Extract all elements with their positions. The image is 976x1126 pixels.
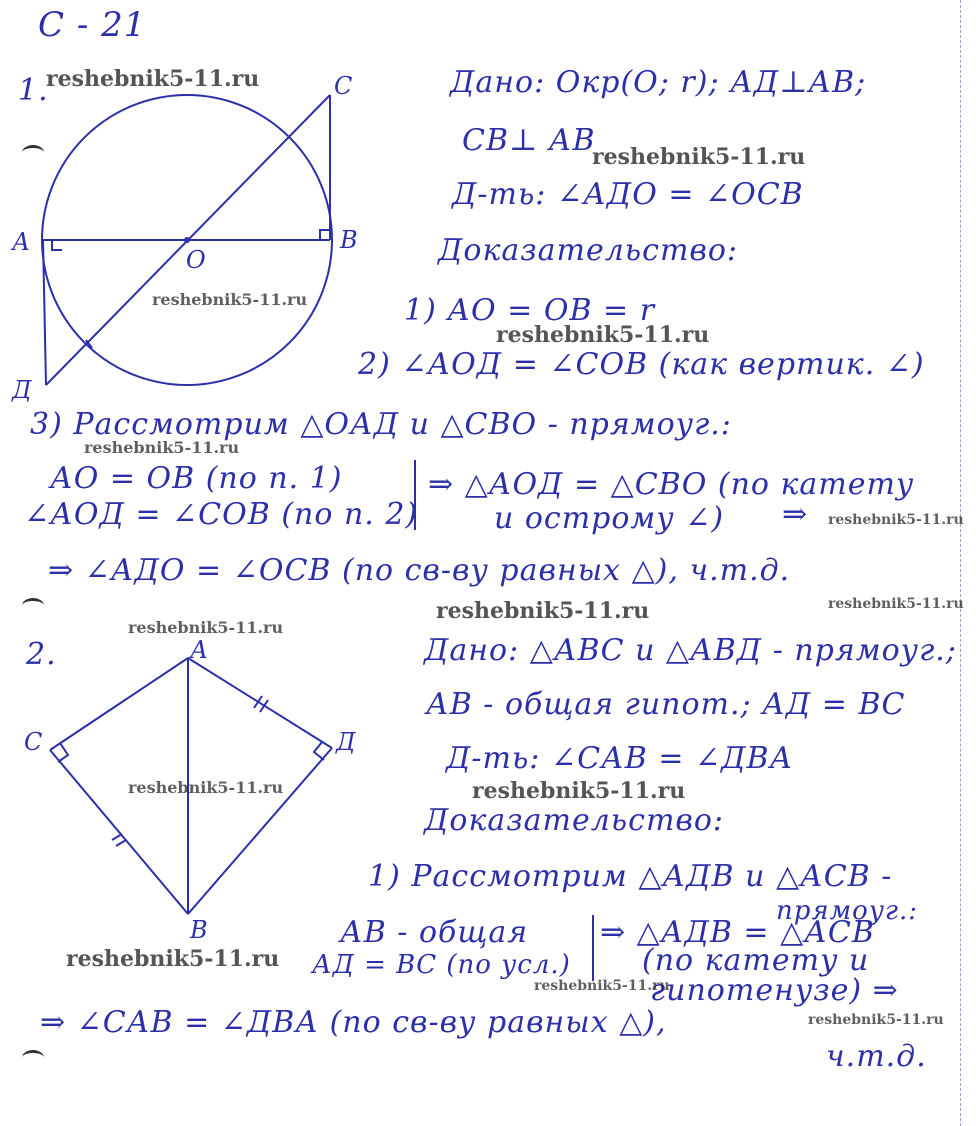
page-margin-line xyxy=(960,0,961,1126)
problem-1-given-line-2: СВ⊥ АВ xyxy=(462,123,596,158)
right-angle-mark-a xyxy=(52,240,62,250)
problem-2-diagram xyxy=(0,620,380,930)
binding-hole-mark xyxy=(22,598,44,613)
watermark: reshebnik5-11.ru xyxy=(152,290,308,309)
problem-1-fact-1: АО = ОВ (по п. 1) xyxy=(50,461,343,496)
problem-1-arrow: ⇒ xyxy=(782,497,809,532)
point-label-c: С xyxy=(334,72,353,100)
problem-1-final: ⇒ ∠АДО = ∠ОСВ (по св-ву равных △), ч.т.д. xyxy=(48,553,791,588)
equal-tick-ad-1 xyxy=(254,696,262,708)
problem-2-final: ⇒ ∠САВ = ∠ДВА (по св-ву равных △), xyxy=(40,1005,667,1040)
segment-ac xyxy=(50,658,188,750)
segment-cb xyxy=(50,750,188,914)
problem-1-brace xyxy=(412,460,418,530)
problem-1-fact-2: ∠АОД = ∠СОВ (по п. 2) xyxy=(24,497,419,532)
equal-tick-ad-2 xyxy=(260,700,268,712)
point-label-a: А xyxy=(12,228,31,256)
point-label-b: В xyxy=(190,916,208,944)
watermark: reshebnik5-11.ru xyxy=(534,978,670,994)
equal-tick-cb-1 xyxy=(112,834,122,840)
problem-2-conclusion-line-3: гипотенузе) ⇒ xyxy=(650,973,899,1008)
watermark: reshebnik5-11.ru xyxy=(828,512,964,528)
problem-1-step-1: 1) АО = ОВ = r xyxy=(404,293,656,328)
problem-1-given-line-1: Дано: Окр(О; r); АД⊥АВ; xyxy=(450,65,867,100)
watermark: reshebnik5-11.ru xyxy=(808,1012,944,1028)
problem-1-diagram xyxy=(0,60,380,420)
watermark: reshebnik5-11.ru xyxy=(496,322,710,348)
watermark: reshebnik5-11.ru xyxy=(436,598,650,624)
problem-2-to-prove: Д-ть: ∠САВ = ∠ДВА xyxy=(446,741,794,776)
problem-2-step-1: 1) Рассмотрим △АДВ и △АСВ - xyxy=(368,859,893,894)
problem-1-step-2: 2) ∠АОД = ∠СОВ (как вертик. ∠) xyxy=(358,347,925,382)
point-label-o: О xyxy=(186,246,206,274)
point-label-c: С xyxy=(24,728,43,756)
binding-hole-mark xyxy=(22,1050,44,1065)
right-angle-mark-d xyxy=(314,742,324,760)
problem-2-proof-heading: Доказательство: xyxy=(424,803,725,838)
watermark: reshebnik5-11.ru xyxy=(46,66,260,92)
watermark: reshebnik5-11.ru xyxy=(128,778,284,797)
problem-1-step-3: 3) Рассмотрим △ОАД и △СВО - прямоуг.: xyxy=(30,407,732,442)
center-point-o xyxy=(184,237,190,243)
point-label-d: Д xyxy=(12,376,32,404)
problem-2-step-1-cont: прямоуг.: xyxy=(776,896,919,926)
right-angle-mark-c xyxy=(58,743,68,762)
problem-1-to-prove: Д-ть: ∠АДО = ∠ОСВ xyxy=(452,177,804,212)
problem-1-proof-heading: Доказательство: xyxy=(438,233,739,268)
page-title: С - 21 xyxy=(38,5,147,45)
segment-db xyxy=(188,748,332,914)
problem-1-conclusion-line-2: и острому ∠) xyxy=(494,501,725,536)
segment-ad xyxy=(188,658,332,748)
watermark: reshebnik5-11.ru xyxy=(128,618,284,637)
point-label-a: А xyxy=(190,636,209,664)
watermark: reshebnik5-11.ru xyxy=(592,144,806,170)
right-angle-mark-b xyxy=(320,230,330,240)
watermark: reshebnik5-11.ru xyxy=(828,596,964,612)
equal-tick-cb-2 xyxy=(116,840,126,846)
problem-1-number: 1. xyxy=(18,73,49,108)
point-label-b: В xyxy=(340,226,358,254)
watermark: reshebnik5-11.ru xyxy=(472,778,686,804)
problem-2-qed: ч.т.д. xyxy=(826,1039,927,1074)
problem-2-number: 2. xyxy=(26,637,57,672)
problem-1-conclusion-line-1: ⇒ △АОД = △СВО (по катету xyxy=(428,467,915,502)
problem-2-given-line-1: Дано: △АВС и △АВД - прямоуг.; xyxy=(424,633,957,668)
problem-2-conclusion-line-1: ⇒ △АДВ = △АСВ xyxy=(600,915,875,950)
problem-2-given-line-2: АВ - общая гипот.; АД = ВС xyxy=(426,687,906,722)
problem-2-conclusion-line-2: (по катету и xyxy=(642,943,870,978)
watermark: reshebnik5-11.ru xyxy=(66,946,280,972)
problem-2-fact-2: АД = ВС (по усл.) xyxy=(312,950,571,980)
problem-2-brace xyxy=(590,915,596,981)
watermark: reshebnik5-11.ru xyxy=(84,438,240,457)
point-label-d: Д xyxy=(336,728,356,756)
problem-2-fact-1: АВ - общая xyxy=(340,915,529,950)
